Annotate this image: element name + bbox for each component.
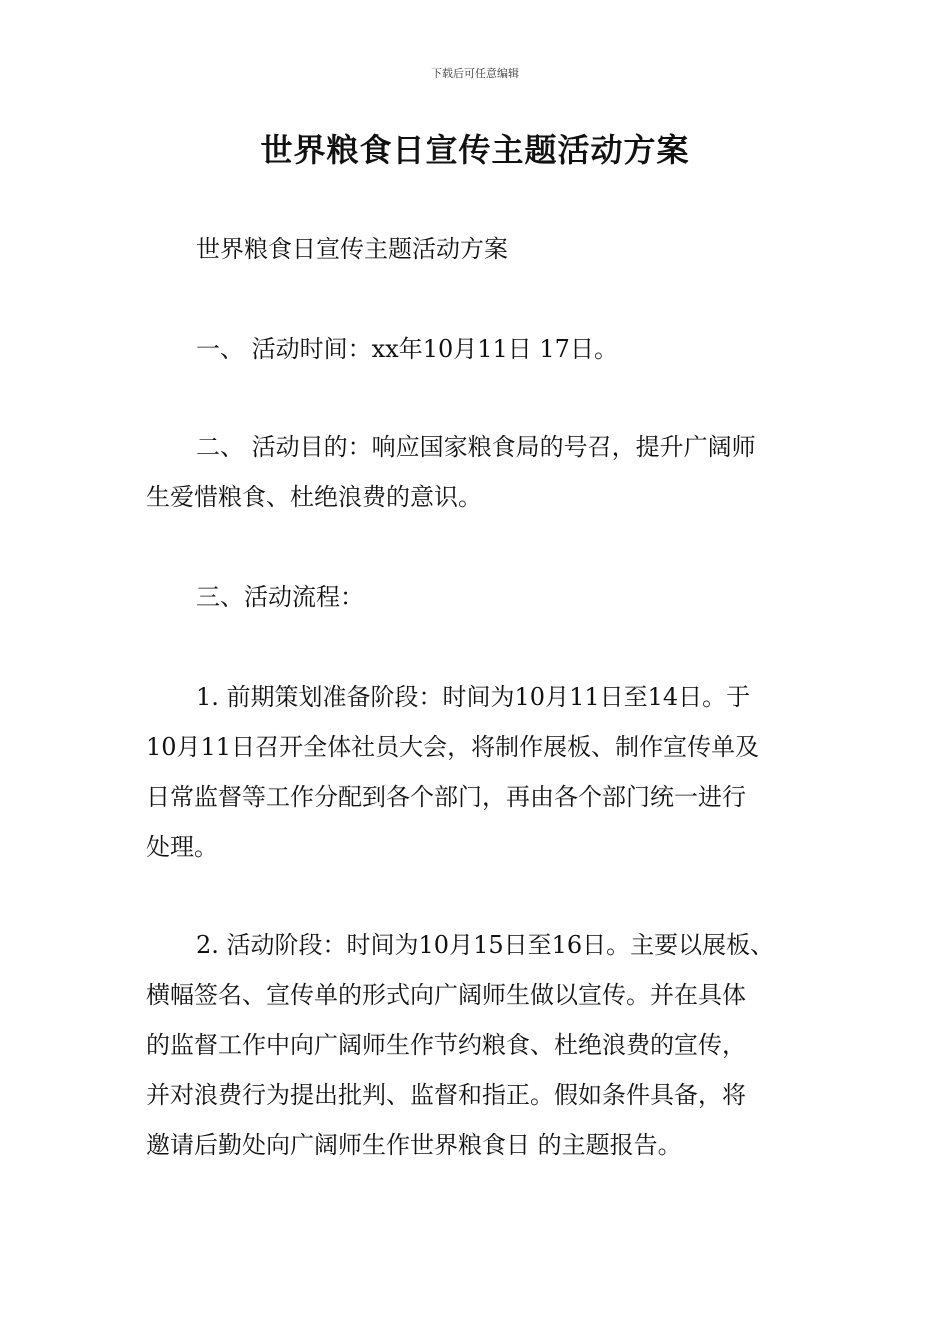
paragraph-line: 世界粮食日宣传主题活动方案 <box>196 235 508 263</box>
paragraph-section-3 <box>146 572 836 622</box>
paragraph-item-1 <box>146 672 836 872</box>
paragraph-section-1 <box>146 324 836 374</box>
paragraph-line: 生爱惜粮食、杜绝浪费的意识。 <box>146 483 482 511</box>
paragraph-subtitle <box>146 224 836 274</box>
paragraph-line: 横幅签名、宣传单的形式向广阔师生做以宣传。并在具体 <box>146 981 746 1009</box>
paragraph-line: 日常监督等工作分配到各个部门，再由各个部门统一进行 <box>146 783 746 811</box>
paragraph-item-2 <box>146 920 846 1170</box>
paragraph-line: 二、 活动目的：响应国家粮食局的号召，提升广阔师 <box>196 433 756 461</box>
paragraph-line: 一、 活动时间：xx年10月11日 17日。 <box>196 335 618 363</box>
paragraph-line: 的监督工作中向广阔师生作节约粮食、杜绝浪费的宣传， <box>146 1031 746 1059</box>
paragraph-line: 三、活动流程： <box>196 583 364 611</box>
paragraph-line: 处理。 <box>146 833 218 861</box>
document-title: 世界粮食日宣传主题活动方案 <box>260 131 690 169</box>
paragraph-line: 邀请后勤处向广阔师生作世界粮食日 的主题报告。 <box>146 1131 682 1159</box>
paragraph-line: 2. 活动阶段：时间为10月15日至16日。主要以展板、 <box>196 931 775 959</box>
paragraph-section-2 <box>146 422 836 522</box>
paragraph-line: 1. 前期策划准备阶段：时间为10月11日至14日。于 <box>196 683 751 711</box>
header-note: 下载后可任意编辑 <box>431 67 519 80</box>
paragraph-line: 10月11日召开全体社员大会，将制作展板、制作宣传单及 <box>146 733 760 761</box>
paragraph-line: 并对浪费行为提出批判、监督和指正。假如条件具备，将 <box>146 1081 746 1109</box>
